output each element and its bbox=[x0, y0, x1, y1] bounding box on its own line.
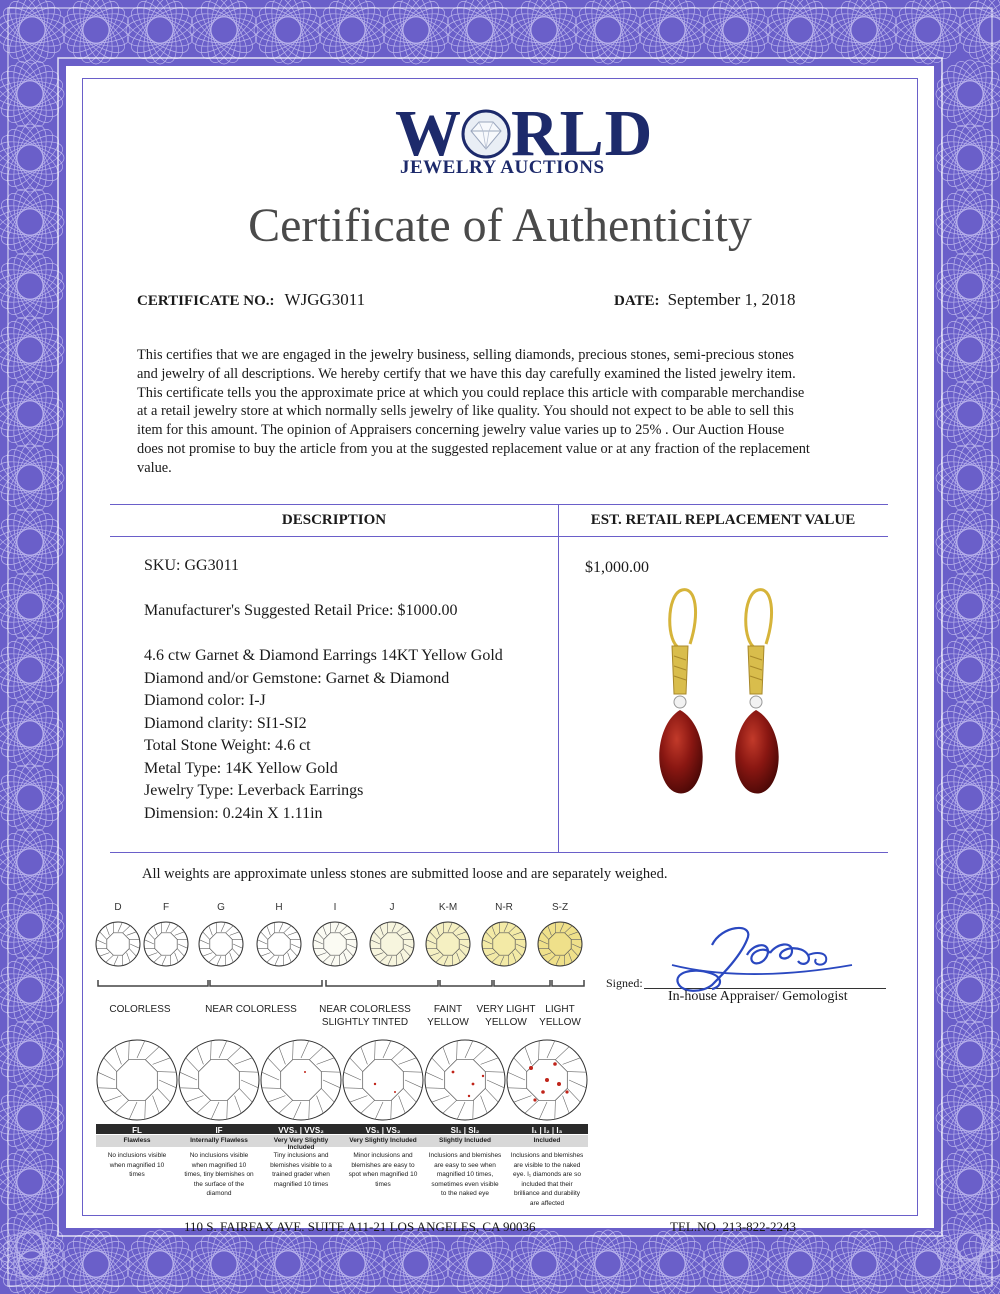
color-group-bracket bbox=[440, 980, 492, 986]
diamond-icon bbox=[257, 922, 301, 966]
diamond-icon bbox=[313, 922, 357, 966]
diamond-icon bbox=[97, 1040, 177, 1120]
grade-letter: D bbox=[114, 902, 122, 913]
retail-value: $1,000.00 bbox=[585, 559, 649, 576]
clarity-code: I₁ | I₂ | I₃ bbox=[531, 1126, 563, 1135]
color-gem-row bbox=[90, 914, 590, 994]
date-value: September 1, 2018 bbox=[667, 290, 796, 309]
clarity-code: IF bbox=[215, 1126, 223, 1135]
paragraph-line: at a retail jewelry store at which normally sells jewelry of like quality. You should not expect to be able to sell this bbox=[137, 403, 794, 420]
certificate-title: Certificate of Authenticity bbox=[248, 199, 752, 252]
detail-line: Metal Type: 14K Yellow Gold bbox=[144, 759, 338, 777]
table-column-divider bbox=[558, 504, 559, 852]
certificate-number-row bbox=[137, 290, 365, 310]
clarity-code: FL bbox=[132, 1126, 142, 1135]
certificate-number: WJGG3011 bbox=[284, 290, 366, 309]
detail-line: Total Stone Weight: 4.6 ct bbox=[144, 737, 311, 754]
diamond-icon bbox=[343, 1040, 423, 1120]
table-top-rule bbox=[110, 504, 888, 505]
signed-label: Signed: bbox=[606, 976, 643, 990]
color-group-bracket bbox=[552, 980, 584, 986]
detail-line: Diamond color: I-J bbox=[144, 692, 266, 709]
color-group-bracket bbox=[326, 980, 438, 986]
clarity-name: Very Very Slightly Included bbox=[273, 1137, 329, 1151]
logo-subtitle: JEWELRY AUCTIONS bbox=[400, 157, 605, 178]
diamond-icon bbox=[96, 922, 140, 966]
paragraph-line: This certificate tells you the approximate price at which you could replace this article with comparable merchandise bbox=[137, 384, 805, 401]
color-group-bracket bbox=[494, 980, 550, 986]
clarity-name: Internally Flawless bbox=[190, 1137, 248, 1144]
detail-line: 4.6 ctw Garnet & Diamond Earrings 14KT Yellow Gold bbox=[144, 647, 503, 664]
diamond-icon bbox=[425, 1040, 505, 1120]
clarity-code: SI₁ | SI₂ bbox=[450, 1126, 480, 1135]
earring-right bbox=[735, 590, 778, 794]
diamond-icon bbox=[179, 1040, 259, 1120]
certification-paragraph bbox=[137, 346, 877, 478]
color-group-label: VERY LIGHT YELLOW bbox=[476, 1004, 536, 1028]
diamond-icon bbox=[370, 922, 414, 966]
certificate-number-label: CERTIFICATE NO.: bbox=[137, 293, 275, 309]
footer-address: 110 S. FAIRFAX AVE. SUITE A11-21 LOS ANGELES, CA 90036 bbox=[184, 1219, 536, 1234]
clarity-description: Inclusions and blemishes are easy to see when magnified 10 times, sometimes even visible to the naked eye bbox=[428, 1152, 502, 1197]
clarity-description: Tiny inclusions and blemishes visible to a trained grader when magnified 10 times bbox=[270, 1152, 332, 1188]
msrp: Manufacturer's Suggested Retail Price: $1000.00 bbox=[144, 602, 458, 619]
date-label: DATE: bbox=[614, 293, 660, 309]
clarity-description: No inclusions visible when magnified 10 times, tiny blemishes on the surface of the diamond bbox=[184, 1152, 254, 1197]
grade-letter: K-M bbox=[438, 902, 458, 913]
grade-letter: J bbox=[389, 902, 395, 913]
logo-world: W RLD bbox=[395, 97, 654, 170]
color-group-label: NEAR COLORLESS SLIGHTLY TINTED bbox=[319, 1004, 411, 1028]
diamond-icon bbox=[144, 922, 188, 966]
color-group-label: LIGHT YELLOW bbox=[539, 1004, 581, 1028]
diamond-icon bbox=[261, 1040, 341, 1120]
diamond-icon bbox=[482, 922, 526, 966]
paragraph-line: value. bbox=[137, 459, 172, 476]
detail-line: Diamond and/or Gemstone: Garnet & Diamond bbox=[144, 669, 450, 687]
clarity-name: Very Slightly Included bbox=[349, 1137, 417, 1144]
clarity-gem-row bbox=[96, 1034, 596, 1124]
detail-line: Dimension: 0.24in X 1.11in bbox=[144, 804, 323, 822]
color-group-label: FAINT YELLOW bbox=[427, 1004, 469, 1028]
color-group-bracket bbox=[210, 980, 322, 986]
clarity-name: Flawless bbox=[123, 1137, 151, 1144]
weights-note: All weights are approximate unless stones are submitted loose and are separately weighed. bbox=[142, 866, 668, 882]
grade-letter: G bbox=[217, 902, 225, 913]
sku: SKU: GG3011 bbox=[144, 557, 239, 574]
clarity-description: No inclusions visible when magnified 10 times bbox=[107, 1152, 167, 1178]
clarity-name: Included bbox=[533, 1137, 561, 1144]
diamond-icon bbox=[426, 922, 470, 966]
grade-letter: S-Z bbox=[551, 902, 569, 913]
earrings-image bbox=[640, 584, 810, 809]
description-header: DESCRIPTION bbox=[281, 512, 387, 528]
paragraph-line: This certifies that we are engaged in the jewelry business, selling diamonds, precious stones, semi-precious stones bbox=[137, 347, 795, 363]
grade-letter: F bbox=[162, 902, 170, 913]
table-header-rule bbox=[110, 536, 888, 537]
table-bottom-rule bbox=[110, 852, 888, 853]
clarity-description: Minor inclusions and blemishes are easy to spot when magnified 10 times bbox=[348, 1152, 418, 1188]
paragraph-line: item for this amount. The opinion of Appraisers concerning jewelry value varies up to 25% . Our Auction House bbox=[137, 422, 785, 439]
value-header: EST. RETAIL REPLACEMENT VALUE bbox=[590, 512, 856, 528]
diamond-logo-icon bbox=[461, 100, 511, 150]
grade-letter: N-R bbox=[495, 902, 513, 913]
diamond-icon bbox=[538, 922, 582, 966]
paragraph-line: and jewelry of all descriptions. We hereby certify that we have this day carefully examined the listed jewelry item. bbox=[137, 365, 796, 382]
item-details bbox=[144, 645, 503, 825]
clarity-name: Slightly Included bbox=[438, 1137, 491, 1144]
date-row bbox=[614, 290, 796, 310]
clarity-code: VVS₁ | VVS₂ bbox=[278, 1126, 324, 1135]
detail-line: Jewelry Type: Leverback Earrings bbox=[144, 782, 364, 799]
clarity-code: VS₁ | VS₂ bbox=[365, 1126, 401, 1135]
clarity-description: Inclusions and blemishes are visible to the naked eye. I₁ diamonds are so included that their brilliance and durability are affected bbox=[510, 1152, 584, 1207]
appraiser-role: In-house Appraiser/ Gemologist bbox=[668, 989, 848, 1004]
grade-letter: H bbox=[275, 902, 283, 913]
color-group-label: COLORLESS bbox=[109, 1004, 171, 1015]
grade-letter: I bbox=[333, 902, 337, 913]
color-group-bracket bbox=[98, 980, 208, 986]
detail-line: Diamond clarity: SI1-SI2 bbox=[144, 714, 307, 732]
diamond-icon bbox=[199, 922, 243, 966]
paragraph-line: does not promise to buy the article from you at the suggested replacement value or at any fraction of the replacement bbox=[137, 440, 810, 457]
color-group-label: NEAR COLORLESS bbox=[205, 1004, 297, 1015]
earring-left bbox=[659, 590, 702, 794]
footer-phone: TEL.NO. 213-822-2243 bbox=[670, 1219, 797, 1234]
